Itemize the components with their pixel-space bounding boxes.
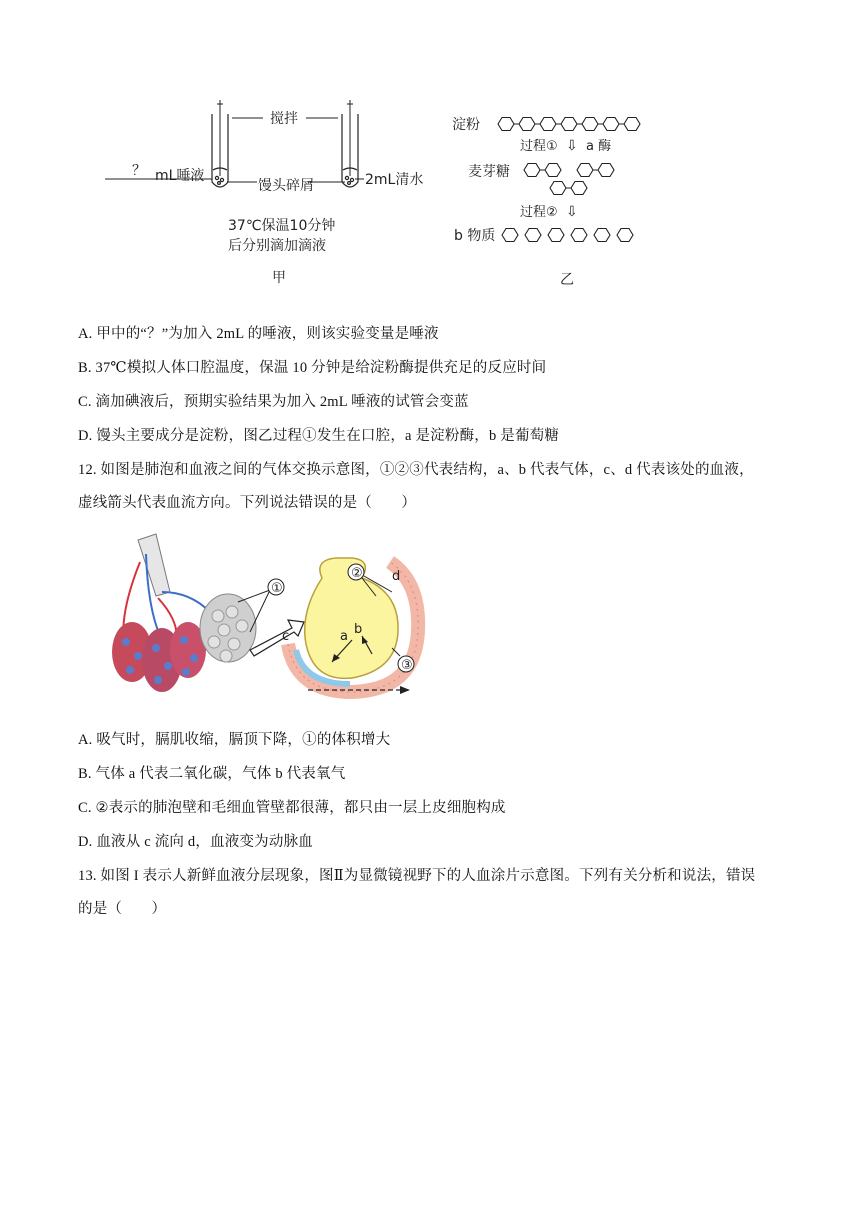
label-1: ①: [271, 581, 283, 596]
label-c: c: [282, 629, 290, 644]
maltose-pairs: [524, 164, 614, 195]
q11-option-a: A. 甲中的“？”为加入 2mL 的唾液，则该实验变量是唾液: [78, 326, 439, 342]
starch-digestion-diagram: [448, 108, 668, 298]
alveoli-cluster-colored: [112, 622, 206, 692]
maltose-label: 麦芽糖: [468, 164, 510, 180]
q11-option-c: C. 滴加碘液后，预期实验结果为加入 2mL 唾液的试管会变蓝: [78, 394, 469, 410]
label-d: d: [392, 569, 401, 584]
q11-option-d: D. 馒头主要成分是淀粉，图乙过程①发生在口腔，a 是淀粉酶，b 是葡萄糖: [78, 428, 560, 444]
bread-crumbs-label: 馒头碎屑: [258, 178, 314, 194]
figure-jia-caption: 甲: [272, 270, 286, 286]
figure-alveoli: [100, 532, 430, 702]
process-2-label: 过程②: [520, 205, 558, 220]
alveoli-gas-exchange-diagram: [100, 532, 430, 702]
down-arrow-icon: ⇩: [566, 138, 578, 154]
process-1-label: 过程①: [520, 139, 558, 154]
q12-stem-line-1: 12. 如图是肺泡和血液之间的气体交换示意图，①②③代表结构，a、b 代表气体，c、d 代表该处的血液，: [78, 462, 754, 478]
question-mark: ？: [132, 163, 146, 179]
left-test-tube: [212, 100, 228, 187]
label-a: a: [340, 629, 348, 644]
q12-option-a: A. 吸气时，膈肌收缩，膈顶下降，①的体积增大: [78, 732, 391, 748]
q12-stem-line-2: 虚线箭头代表血流方向。下列说法错误的是（ ）: [78, 495, 417, 511]
starch-label: 淀粉: [452, 117, 480, 133]
figure-yi-caption: 乙: [560, 272, 574, 288]
test-tube-diagram: [100, 96, 440, 296]
label-b: b: [354, 622, 363, 637]
saliva-label: mL唾液: [155, 168, 205, 184]
stir-label: 搅拌: [270, 111, 298, 127]
figure-yi: [448, 108, 668, 298]
q13-stem-line-1: 13. 如图 I 表示人新鲜血液分层现象，图Ⅱ为显微镜视野下的人血涂片示意图。下列有关分析和说法，错误: [78, 868, 756, 884]
glucose-units: [502, 229, 633, 242]
alveoli-cluster-gray: [200, 594, 256, 662]
incubate-line-1: 37℃保温10分钟: [228, 218, 336, 234]
water-label: 2mL清水: [365, 172, 424, 188]
q12-option-b: B. 气体 a 代表二氧化碳，气体 b 代表氧气: [78, 766, 346, 782]
right-test-tube: [342, 100, 358, 187]
figure-jia: [100, 96, 440, 296]
q12-option-c: C. ②表示的肺泡壁和毛细血管壁都很薄，都只由一层上皮细胞构成: [78, 800, 506, 816]
starch-chain: [498, 118, 640, 131]
q12-option-d: D. 血液从 c 流向 d，血液变为动脉血: [78, 834, 313, 850]
down-arrow-icon-2: ⇩: [566, 204, 578, 220]
q13-stem-line-2: 的是（ ）: [78, 901, 167, 917]
label-2: ②: [351, 566, 363, 581]
label-3: ③: [401, 658, 413, 673]
enzyme-a-label: a 酶: [586, 139, 612, 154]
substance-b-label: b 物质: [454, 228, 496, 244]
q11-option-b: B. 37℃模拟人体口腔温度，保温 10 分钟是给淀粉酶提供充足的反应时间: [78, 360, 547, 376]
incubate-line-2: 后分别滴加滴液: [228, 238, 326, 254]
